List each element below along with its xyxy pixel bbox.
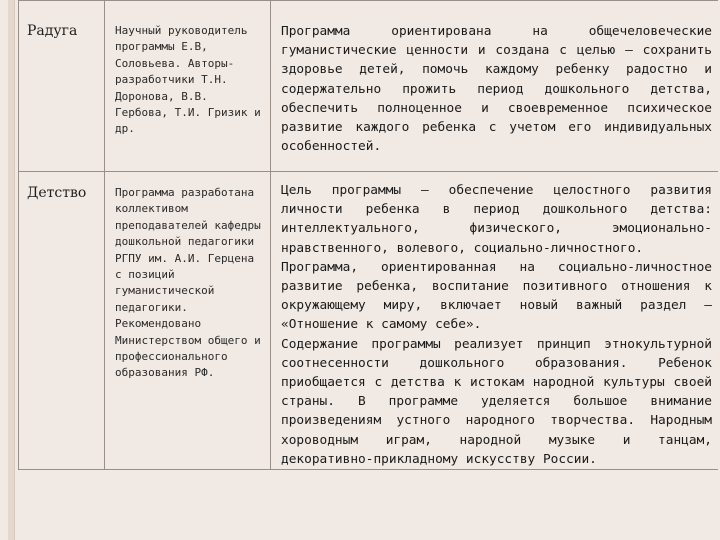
program-authors: Программа разработана коллективом преподавателей кафедры дошкольной педагогики РГПУ им. А.И. Герцена с позиций гуманистической педагогики. Рекомендовано Министерством общего и профессионального образования РФ. — [115, 186, 261, 380]
program-authors-cell — [105, 172, 271, 470]
program-name: Радуга — [27, 23, 78, 39]
program-description-cell — [271, 1, 719, 172]
program-paragraph: Цель программы — обеспечение целостного развития личности ребенка в период дошкольного детства: интеллектуального, физического, эмоционально-нравственного, волевого, социально-личностного. — [281, 183, 712, 256]
program-paragraph: Программа, ориентированная на социально-личностное развитие ребенка, воспитание позитивного отношения к окружающему миру, включает новый важный раздел — «Отношение к самому себе». — [281, 259, 712, 333]
program-description — [271, 172, 718, 469]
programs-table — [18, 0, 718, 470]
program-paragraph: Программа ориентирована на общечеловеческие гуманистические ценности и создана с целью – сохранить здоровье детей, помочь каждому ребенку радостно и содержательно прожить период дошкольного детства, обеспечить полноценное и своевременное психическое развитие каждого ребенка с учетом его индивидуальных особенностей. — [281, 24, 712, 155]
program-authors: Научный руководитель программы Е.В, Соловьева. Авторы-разработчики Т.Н. Доронова, В.В. Гербова, Т.И. Гризик и др. — [115, 24, 261, 136]
decorative-side-bar — [8, 0, 15, 540]
table-row — [19, 172, 719, 470]
table-row — [19, 1, 719, 172]
program-name: Детство — [27, 185, 87, 201]
program-name-cell — [19, 172, 105, 470]
programs-table-container — [18, 0, 718, 540]
program-description-cell — [271, 172, 719, 470]
program-name-cell — [19, 1, 105, 172]
program-authors-cell — [105, 1, 271, 172]
program-description — [271, 1, 718, 156]
program-paragraph: Содержание программы реализует принцип этнокультурной соотнесенности дошкольного образования. Ребенок приобщается с детства к истокам народной культуры своей страны. В программе уделяется большое внимание произведениям устного народного творчества. Народным хороводным играм, народной музыке и танцам, декоративно-прикладному искусству России. — [281, 336, 712, 467]
